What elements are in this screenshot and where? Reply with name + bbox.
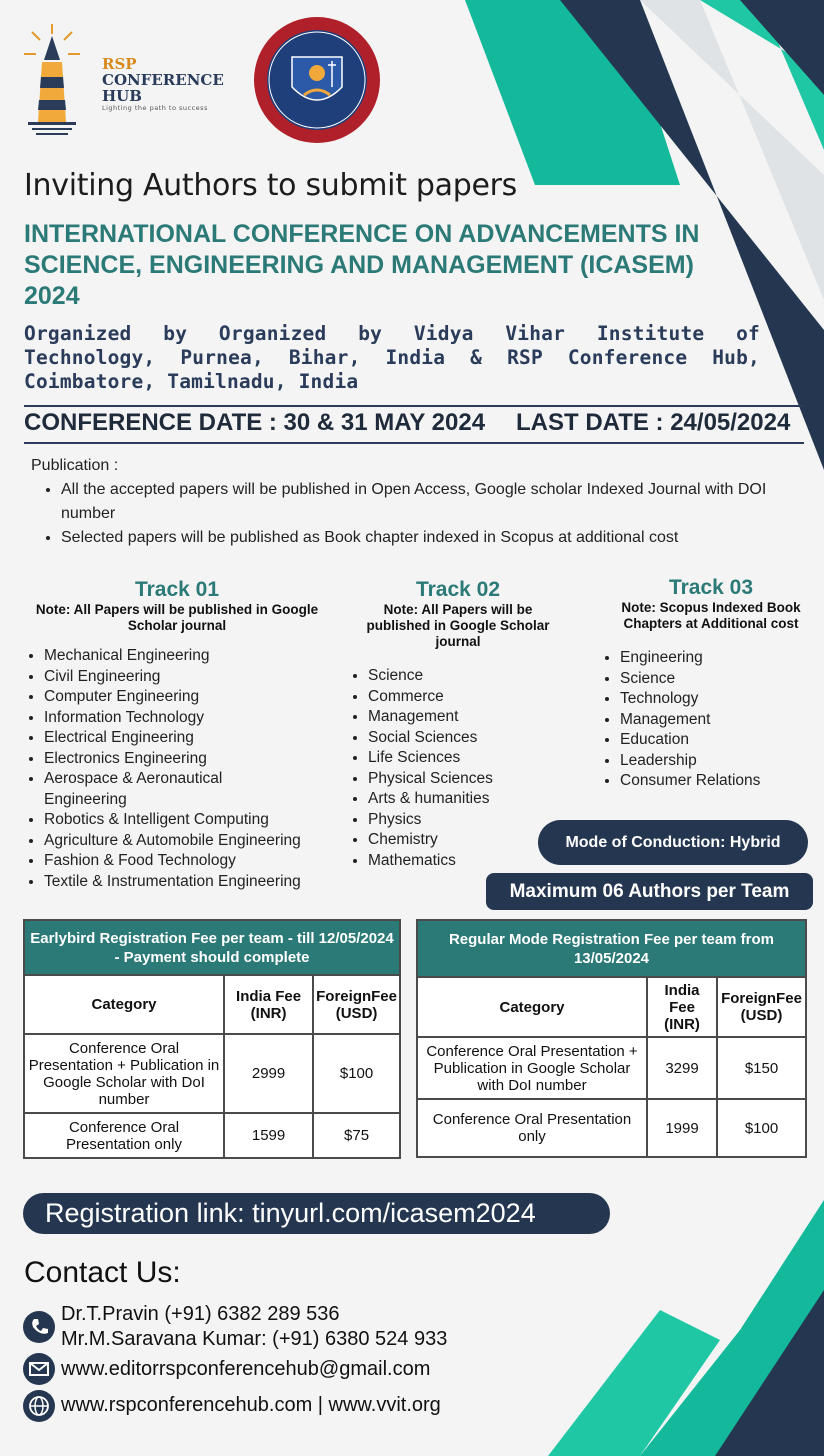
contact-web[interactable]: www.rspconferencehub.com | www.vvit.org [61, 1394, 441, 1416]
rsp-logo-line2: CONFERENCE [102, 71, 224, 89]
contact-email[interactable]: www.editorrspconferencehub@gmail.com [61, 1358, 431, 1380]
list-item: • Management [620, 710, 822, 731]
column-header: ForeignFee (USD) [717, 977, 806, 1037]
vvit-seal-logo [252, 15, 382, 145]
table-cell: Conference Oral Presentation + Publication in Google Scholar with DoI number [24, 1034, 224, 1113]
table-cell: Conference Oral Presentation only [24, 1113, 224, 1158]
table-cell: Conference Oral Presentation only [417, 1099, 647, 1157]
track-note: Note: All Papers will be published in Google Scholar journal [366, 602, 550, 649]
rsp-logo-line1: RSP [102, 55, 137, 73]
list-item: • Engineering [620, 648, 822, 669]
track-01 [14, 578, 340, 892]
list-item: • Aerospace & Aeronautical Engineering [44, 769, 254, 810]
phone-icon [23, 1311, 55, 1343]
table-row [417, 1099, 806, 1157]
list-item: • Mechanical Engineering [44, 646, 340, 667]
registration-link[interactable]: Registration link: tinyurl.com/icasem2024 [23, 1193, 610, 1234]
table-title: Regular Mode Registration Fee per team from 13/05/2024 [417, 920, 806, 977]
track-title: Track 02 [415, 578, 501, 601]
publication-item: • Selected papers will be published as Book chapter indexed in Scopus at additional cost [61, 526, 821, 550]
table-cell: 1999 [647, 1099, 717, 1157]
contact-heading: Contact Us: [24, 1256, 181, 1289]
table-cell: $100 [717, 1099, 806, 1157]
contact-phone-2: Mr.M.Saravana Kumar: (+91) 6380 524 933 [61, 1328, 448, 1350]
earlybird-fee-table [23, 919, 401, 1159]
rsp-logo-tagline: Lighting the path to success [102, 104, 208, 112]
column-header: Category [24, 975, 224, 1034]
track-02 [348, 578, 568, 871]
list-item: • Arts & humanities [368, 789, 568, 810]
list-item: • Management [368, 707, 568, 728]
table-cell: $150 [717, 1037, 806, 1099]
table-row [24, 1034, 400, 1113]
list-item: • Computer Engineering [44, 687, 340, 708]
list-item: • Science [368, 666, 568, 687]
mode-badge: Mode of Conduction: Hybrid [538, 820, 808, 865]
list-item: • Life Sciences [368, 748, 568, 769]
column-header: India Fee (INR) [224, 975, 313, 1034]
column-header: India Fee (INR) [647, 977, 717, 1037]
table-row [417, 1037, 806, 1099]
table-title: Earlybird Registration Fee per team - till 12/05/2024 - Payment should complete [24, 920, 400, 975]
track-note: Note: All Papers will be published in Google Scholar journal [35, 602, 319, 633]
table-row [24, 1113, 400, 1158]
track-note: Note: Scopus Indexed Book Chapters at Additional cost [621, 600, 801, 631]
publication-item: • All the accepted papers will be published in Open Access, Google scholar Indexed Journal with DOI number [61, 478, 821, 526]
track-03 [600, 576, 822, 792]
organizer-text: Organized by Organized by Vidya Vihar Institute of Technology, Purnea, Bihar, India & RSP Conference Hub, Coimbatore, Tamilnadu, India [24, 322, 760, 393]
list-item: • Textile & Instrumentation Engineering [44, 872, 340, 893]
list-item: • Information Technology [44, 708, 340, 729]
list-item: • Agriculture & Automobile Engineering [44, 831, 340, 852]
contact-phone-1: Dr.T.Pravin (+91) 6382 289 536 [61, 1303, 340, 1325]
list-item: • Fashion & Food Technology [44, 851, 340, 872]
conference-date: CONFERENCE DATE : 30 & 31 MAY 2024 [24, 409, 486, 436]
list-item: • Physical Sciences [368, 769, 568, 790]
table-cell: 1599 [224, 1113, 313, 1158]
mail-icon [23, 1353, 55, 1385]
list-item: • Physics [368, 810, 568, 831]
publication-section [31, 454, 821, 550]
list-item: • Civil Engineering [44, 667, 340, 688]
list-item: • Mathematics [368, 851, 568, 872]
divider-top [24, 405, 804, 407]
max-authors-badge: Maximum 06 Authors per Team [486, 873, 813, 910]
regular-fee-table [416, 919, 807, 1158]
table-cell: 3299 [647, 1037, 717, 1099]
list-item: • Electronics Engineering [44, 749, 340, 770]
table-cell: Conference Oral Presentation + Publication in Google Scholar with DoI number [417, 1037, 647, 1099]
column-header: Category [417, 977, 647, 1037]
globe-icon [23, 1390, 55, 1422]
invite-heading: Inviting Authors to submit papers [24, 168, 517, 203]
list-item: • Technology [620, 689, 822, 710]
track-title: Track 01 [134, 578, 220, 601]
list-item: • Electrical Engineering [44, 728, 340, 749]
list-item: • Leadership [620, 751, 822, 772]
list-item: • Science [620, 669, 822, 690]
list-item: • Robotics & Intelligent Computing [44, 810, 340, 831]
table-cell: $100 [313, 1034, 400, 1113]
list-item: • Commerce [368, 687, 568, 708]
list-item: • Chemistry [368, 830, 568, 851]
list-item: • Social Sciences [368, 728, 568, 749]
last-date: LAST DATE : 24/05/2024 [516, 409, 791, 436]
lighthouse-icon [22, 22, 82, 137]
column-header: ForeignFee (USD) [313, 975, 400, 1034]
track-title: Track 03 [668, 576, 754, 599]
rsp-logo [22, 22, 237, 140]
list-item: • Education [620, 730, 822, 751]
list-item: • Consumer Relations [620, 771, 822, 792]
table-cell: 2999 [224, 1034, 313, 1113]
conference-title: INTERNATIONAL CONFERENCE ON ADVANCEMENTS IN SCIENCE, ENGINEERING AND MANAGEMENT (ICASEM) 2024 [24, 220, 700, 310]
publication-label: Publication : [31, 457, 119, 474]
rsp-logo-line3: HUB [102, 87, 142, 105]
table-cell: $75 [313, 1113, 400, 1158]
divider-bottom [24, 442, 804, 444]
